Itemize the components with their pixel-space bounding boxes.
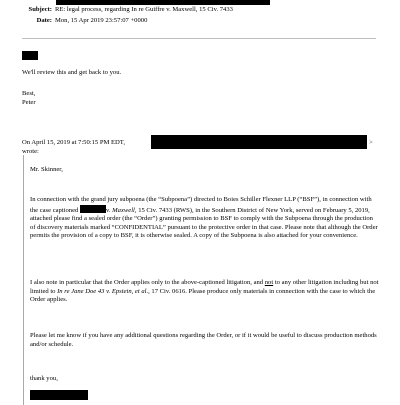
quoted-paragraph-2: [30, 279, 380, 305]
p1-post: , 15 Civ. 7433 (RWS), in the Southern District of New York, served on February 5, 2019, attached please find a sealed order (the “Order”) granting permission to BSF to comply with the Subpoena through the production of discovery materials marked “CONFIDENTIAL” pursuant to the protective order in that case. Please note that although the Order permits the provision of a copy to BSF, it is otherwise sealed. A copy of the Subpoena is also attached for your convenience.: [30, 206, 378, 240]
quoted-header-text: On April 15, 2019 at 7:50:15 PM EDT,: [22, 139, 125, 146]
reply-signature: Peter: [22, 99, 36, 106]
redaction-recipient: [22, 51, 38, 60]
quoted-header-line: [22, 139, 125, 148]
p1-case-name: Maxwell: [112, 206, 135, 214]
subject-label: Subject:: [28, 6, 52, 13]
quoted-header-wrote: wrote:: [22, 148, 39, 155]
p2-pre: I also note in particular that the Order applies only to the above-captioned litigation, and: [30, 279, 265, 286]
quoted-salutation: Mr. Skinner,: [30, 166, 63, 173]
p1-mid: v.: [106, 206, 113, 214]
quoted-closing: thank you,: [30, 375, 58, 382]
quoted-paragraph-3: Please let me know if you have any additional questions regarding the Order, or if it would be useful to discuss production methods and/or schedule.: [30, 332, 377, 348]
redaction-inline-case: [80, 205, 106, 213]
quoted-header-trail: >: [369, 139, 373, 146]
redaction-bottom-signature: [30, 390, 88, 400]
redaction-quoted-sender: [151, 135, 367, 149]
header-divider: [22, 38, 376, 39]
p2-mid: to any other litigation including but not limited to: [30, 279, 379, 295]
p2-not: not: [264, 279, 274, 286]
subject-line: [22, 6, 233, 15]
quoted-paragraph-1: [30, 196, 380, 241]
reply-line: We'll review this and get back to you.: [22, 69, 122, 76]
p2-post: , 17 Civ. 0616. Please produce only materials in connection with the case to which the Order applies.: [30, 287, 376, 304]
redaction-top: [56, 0, 270, 5]
reply-closing: Best,: [22, 90, 36, 97]
date-value: Mon, 15 Apr 2019 23:57:07 +0000: [55, 17, 148, 24]
date-label: Date:: [36, 17, 52, 24]
p2-case-ref: In re Jane Doe 43 v. Epstein, et al.: [57, 287, 149, 295]
subject-value: RE: legal process, regarding In re Guiffre v. Maxwell, 15 Civ. 7433: [55, 6, 233, 13]
quote-bar: [23, 155, 24, 405]
date-line: [22, 17, 147, 26]
p1-pre: In connection with the grand jury subpoena (the “Subpoena”) directed to Boies Schiller Flexner LLP (“BSF”), in connection with the case captioned: [30, 196, 372, 214]
